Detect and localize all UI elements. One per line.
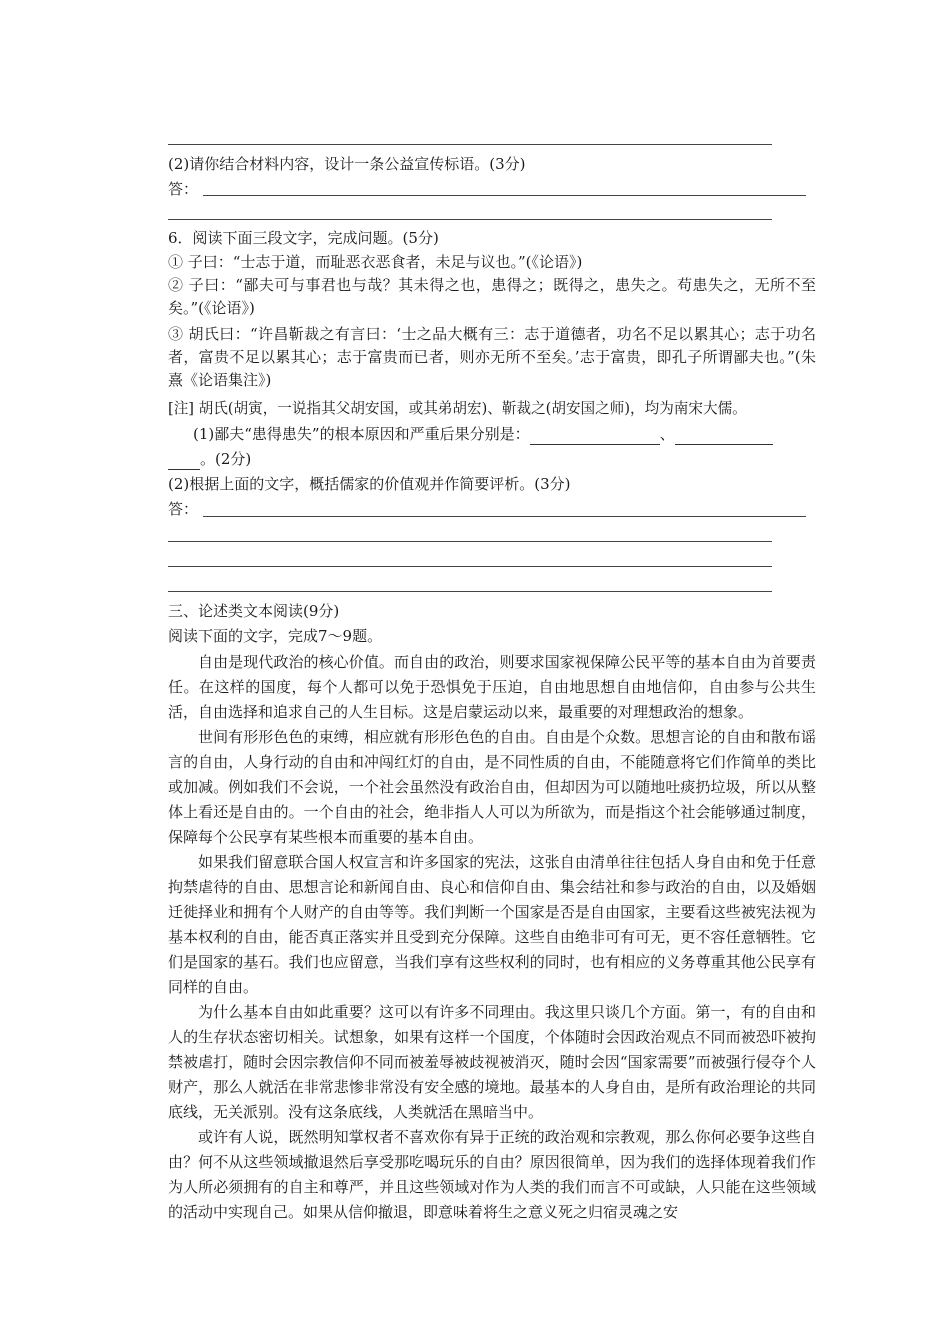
section-instruction: 阅读下面的文字，完成7～9题。 [168,627,383,645]
answer-line [168,541,772,542]
q6-part1-prompt: (1)鄙夫“患得患失”的根本原因和严重后果分别是： [193,425,530,443]
q6-quote-2: ② 子曰：“鄙夫可与事君也与哉？其未得之也，患得之；既得之，患失之。苟患失之，无所不至矣。”(《论语》) [168,276,816,317]
answer-line [168,591,772,592]
answer-line [168,144,772,145]
answer-line [168,219,772,220]
answer-blank[interactable] [675,428,773,445]
answer-line [203,195,806,196]
separator: 、 [659,425,675,443]
q6-quote-1: ① 子曰：“士志于道，而耻恶衣恶食者，未足与议也。”(《论语》) [168,253,583,271]
passage-paragraph-1: 自由是现代政治的核心价值。而自由的政治，则要求国家视保障公民平等的基本自由为首要责任。在这样的国度，每个人都可以免于恐惧免于压迫，自由地思想自由地信仰，自由参与公共生活，自由选择和追求自己的人生目标。这是启蒙运动以来，最重要的对理想政治的想象。 [168,653,816,721]
q6-note: [注] 胡氏(胡寅，一说指其父胡安国，或其弟胡宏)、靳裁之(胡安国之师)，均为南宋大儒。 [168,400,747,417]
passage-paragraph-4: 为什么基本自由如此重要？这可以有许多不同理由。我这里只谈几个方面。第一，有的自由和人的生存状态密切相关。试想象，如果有这样一个国度，个体随时会因政治观点不同而被恐吓被拘禁被虐打，随时会因宗教信仰不同而被羞辱被歧视被消灭，随时会因“国家需要”而被强行侵夺个人财产，那么人就活在非常悲惨非常没有安全感的境地。最基本的人身自由，是所有政治理论的共同底线，无关派别。没有这条底线，人类就活在黑暗当中。 [168,1003,816,1121]
answer-line [203,516,806,517]
q5-answer-label: 答： [168,180,199,198]
q5-part2-prompt: (2)请你结合材料内容，设计一条公益宣传标语。(3分) [168,155,526,173]
q6-quote-3: ③ 胡氏曰：“许昌靳裁之有言曰：‘士之品大概有三：志于道德者，功名不足以累其心；志于功名者，富贵不足以累其心；志于富贵而已者，则亦无所不至矣。’志于富贵，即孔子所谓鄙夫也。”(朱熹《论语集注》) [168,325,816,389]
answer-blank[interactable] [168,453,200,470]
q6-answer-label: 答： [168,500,199,518]
answer-line [168,566,772,567]
q6-part1-end: 。(2分) [200,450,252,468]
section-heading: 三、论述类文本阅读(9分) [168,602,340,620]
q6-part1-question [193,423,773,445]
passage-paragraph-5: 或许有人说，既然明知掌权者不喜欢你有异于正统的政治观和宗教观，那么你何必要争这些自由？何不从这些领域撤退然后享受那吃喝玩乐的自由？原因很简单，因为我们的选择体现着我们作为人所必须拥有的自主和尊严，并且这些领域对作为人类的我们而言不可或缺，人只能在这些领域的活动中实现自己。如果从信仰撤退，即意味着将生之意义死之归宿灵魂之安 [168,1128,816,1221]
answer-blank[interactable] [530,428,660,445]
passage-paragraph-3: 如果我们留意联合国人权宣言和许多国家的宪法，这张自由清单往往包括人身自由和免于任意拘禁虐待的自由、思想言论和新闻自由、良心和信仰自由、集会结社和参与政治的自由，以及婚姻迁徙择业和拥有个人财产的自由等等。我们判断一个国家是否是自由国家，主要看这些被宪法视为基本权利的自由，能否真正落实并且受到充分保障。这些自由绝非可有可无，更不容任意牺牲。它们是国家的基石。我们也应留意，当我们享有这些权利的同时，也有相应的义务尊重其他公民享有同样的自由。 [168,853,816,996]
q6-heading: 6．阅读下面三段文字，完成问题。(5分) [168,229,439,247]
passage-paragraph-2: 世间有形形色色的束缚，相应就有形形色色的自由。自由是个众数。思想言论的自由和散布谣言的自由，人身行动的自由和冲闯红灯的自由，是不同性质的自由，不能随意将它们作简单的类比或加减。例如我们不会说，一个社会虽然没有政治自由，但却因为可以随地吐痰扔垃圾，所以从整体上看还是自由的。一个自由的社会，绝非指人人可以为所欲为，而是指这个社会能够通过制度，保障每个公民享有某些根本而重要的基本自由。 [168,728,816,846]
q6-part2-prompt: (2)根据上面的文字，概括儒家的价值观并作简要评析。(3分) [168,475,571,493]
q6-part1-continuation [168,448,251,470]
